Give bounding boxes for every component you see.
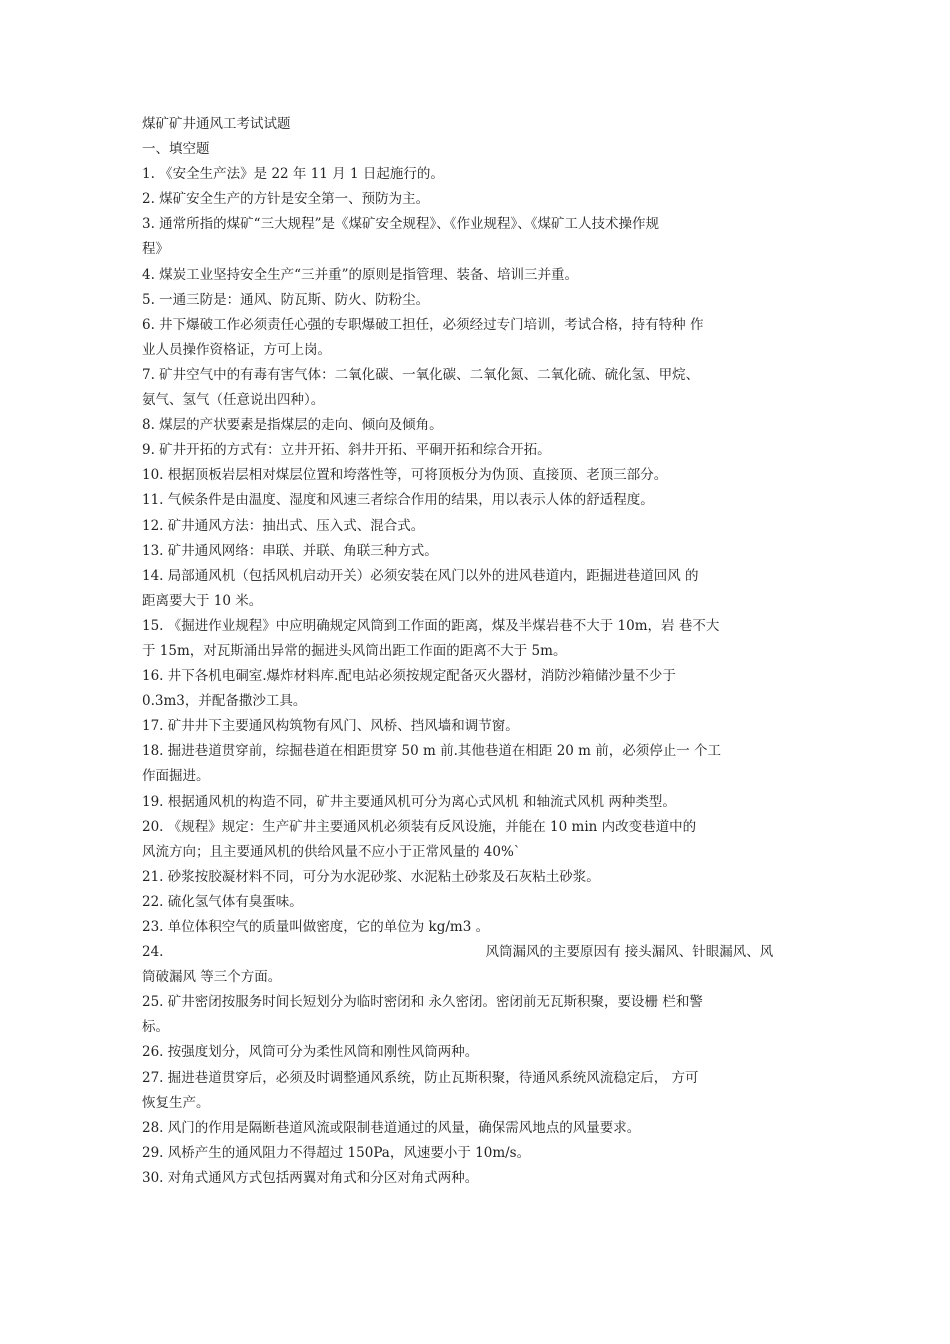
text-line: 7. 矿井空气中的有毒有害气体：二氧化碳、一氧化碳、二氧化氮、二氧化硫、硫化氢、甲烷、 [142,366,700,383]
text-line: 于 15m，对瓦斯涌出异常的掘进头风筒出距工作面的距离不大于 5m。 [142,642,567,659]
text-line: 29. 风桥产生的通风阻力不得超过 150Pa，风速要小于 10m/s。 [142,1144,531,1161]
text-line: 14. 局部通风机（包括风机启动开关）必须安装在风门以外的进风巷道内，距掘进巷道回风 的 [142,567,699,584]
text-line: 30. 对角式通风方式包括两翼对角式和分区对角式两种。 [142,1169,479,1186]
text-line: 1. 《安全生产法》是 22 年 11 月 1 日起施行的。 [142,166,444,183]
text-line: 25. 矿井密闭按服务时间长短划分为临时密闭和 永久密闭。密闭前无瓦斯积聚，要设栅 栏和警 [142,994,703,1011]
text-line: 16. 井下各机电硐室.爆炸材料库.配电站必须按规定配备灭火器材，消防沙箱储沙量不少于 [142,668,676,685]
text-line: 17. 矿井井下主要通风构筑物有风门、风桥、挡风墙和调节窗。 [142,718,519,735]
text-line: 20. 《规程》规定：生产矿井主要通风机必须装有反风设施，并能在 10 min 内改变巷道中的 [142,818,697,835]
item-24-line [142,940,818,965]
text-line: 筒破漏风 等三个方面。 [142,969,282,986]
text-line: 22. 硫化氢气体有臭蛋味。 [142,893,303,910]
item-24-text: 风筒漏风的主要原因有 接头漏风、针眼漏风、风 [485,944,774,961]
text-line: 4. 煤炭工业坚持安全生产“三并重”的原则是指管理、装备、培训三并重。 [142,266,578,283]
text-line: 8. 煤层的产状要素是指煤层的走向、倾向及倾角。 [142,417,443,434]
text-line: 12. 矿井通风方法：抽出式、压入式、混合式。 [142,517,425,534]
text-line: 15. 《掘进作业规程》中应明确规定风筒到工作面的距离，煤及半煤岩巷不大于 10m，岩 巷不大 [142,617,720,634]
document-page [142,112,818,1191]
text-line: 恢复生产。 [142,1094,210,1111]
text-line: 10. 根据顶板岩层相对煤层位置和垮落性等，可将顶板分为伪顶、直接顶、老顶三部分。 [142,467,668,484]
text-line: 程》 [142,241,169,258]
text-line: 风流方向；且主要通风机的供给风量不应小于正常风量的 40%` [142,843,521,860]
section-heading: 一、填空题 [142,141,210,158]
text-line: 5. 一通三防是：通风、防瓦斯、防火、防粉尘。 [142,291,430,308]
text-line: 28. 风门的作用是隔断巷道风流或限制巷道通过的风量，确保需风地点的风量要求。 [142,1119,641,1136]
document-title: 煤矿矿井通风工考试试题 [142,116,291,132]
text-line: 标。 [142,1019,169,1036]
text-line: 18. 掘进巷道贯穿前，综掘巷道在相距贯穿 50 m 前.其他巷道在相距 20 m 前，必须停止一 个工 [142,743,722,760]
text-line: 19. 根据通风机的构造不同，矿井主要通风机可分为离心式风机 和轴流式风机 两种类型。 [142,793,676,810]
text-line: 9. 矿井开拓的方式有：立井开拓、斜井开拓、平硐开拓和综合开拓。 [142,442,551,459]
text-line: 6. 井下爆破工作必须责任心强的专职爆破工担任，必须经过专门培训，考试合格，持有特种 作 [142,316,704,333]
text-line: 23. 单位体积空气的质量叫做密度，它的单位为 kg/m3 。 [142,919,490,935]
text-line: 21. 砂浆按胶凝材料不同，可分为水泥砂浆、水泥粘土砂浆及石灰粘土砂浆。 [142,868,600,885]
text-line: 2. 煤矿安全生产的方针是安全第一、预防为主。 [142,191,430,208]
text-line: 0.3m3，并配备撒沙工具。 [142,693,307,710]
text-line: 27. 掘进巷道贯穿后，必须及时调整通风系统，防止瓦斯积聚，待通风系统风流稳定后， 方可 [142,1069,699,1086]
text-line: 26. 按强度划分，风筒可分为柔性风筒和刚性风筒两种。 [142,1044,479,1061]
text-line: 距离要大于 10 米。 [142,592,263,609]
item-24-number: 24. [142,944,164,961]
text-line: 11. 气候条件是由温度、湿度和风速三者综合作用的结果，用以表示人体的舒适程度。 [142,492,654,509]
text-line: 业人员操作资格证，方可上岗。 [142,341,331,358]
text-line: 3. 通常所指的煤矿“三大规程”是《煤矿安全规程》、《作业规程》、《煤矿工人技术操作规 [142,216,659,233]
text-line: 作面掘进。 [142,768,210,785]
text-line: 13. 矿井通风网络：串联、并联、角联三种方式。 [142,542,438,559]
text-line: 氨气、氢气（任意说出四种）。 [142,392,325,409]
